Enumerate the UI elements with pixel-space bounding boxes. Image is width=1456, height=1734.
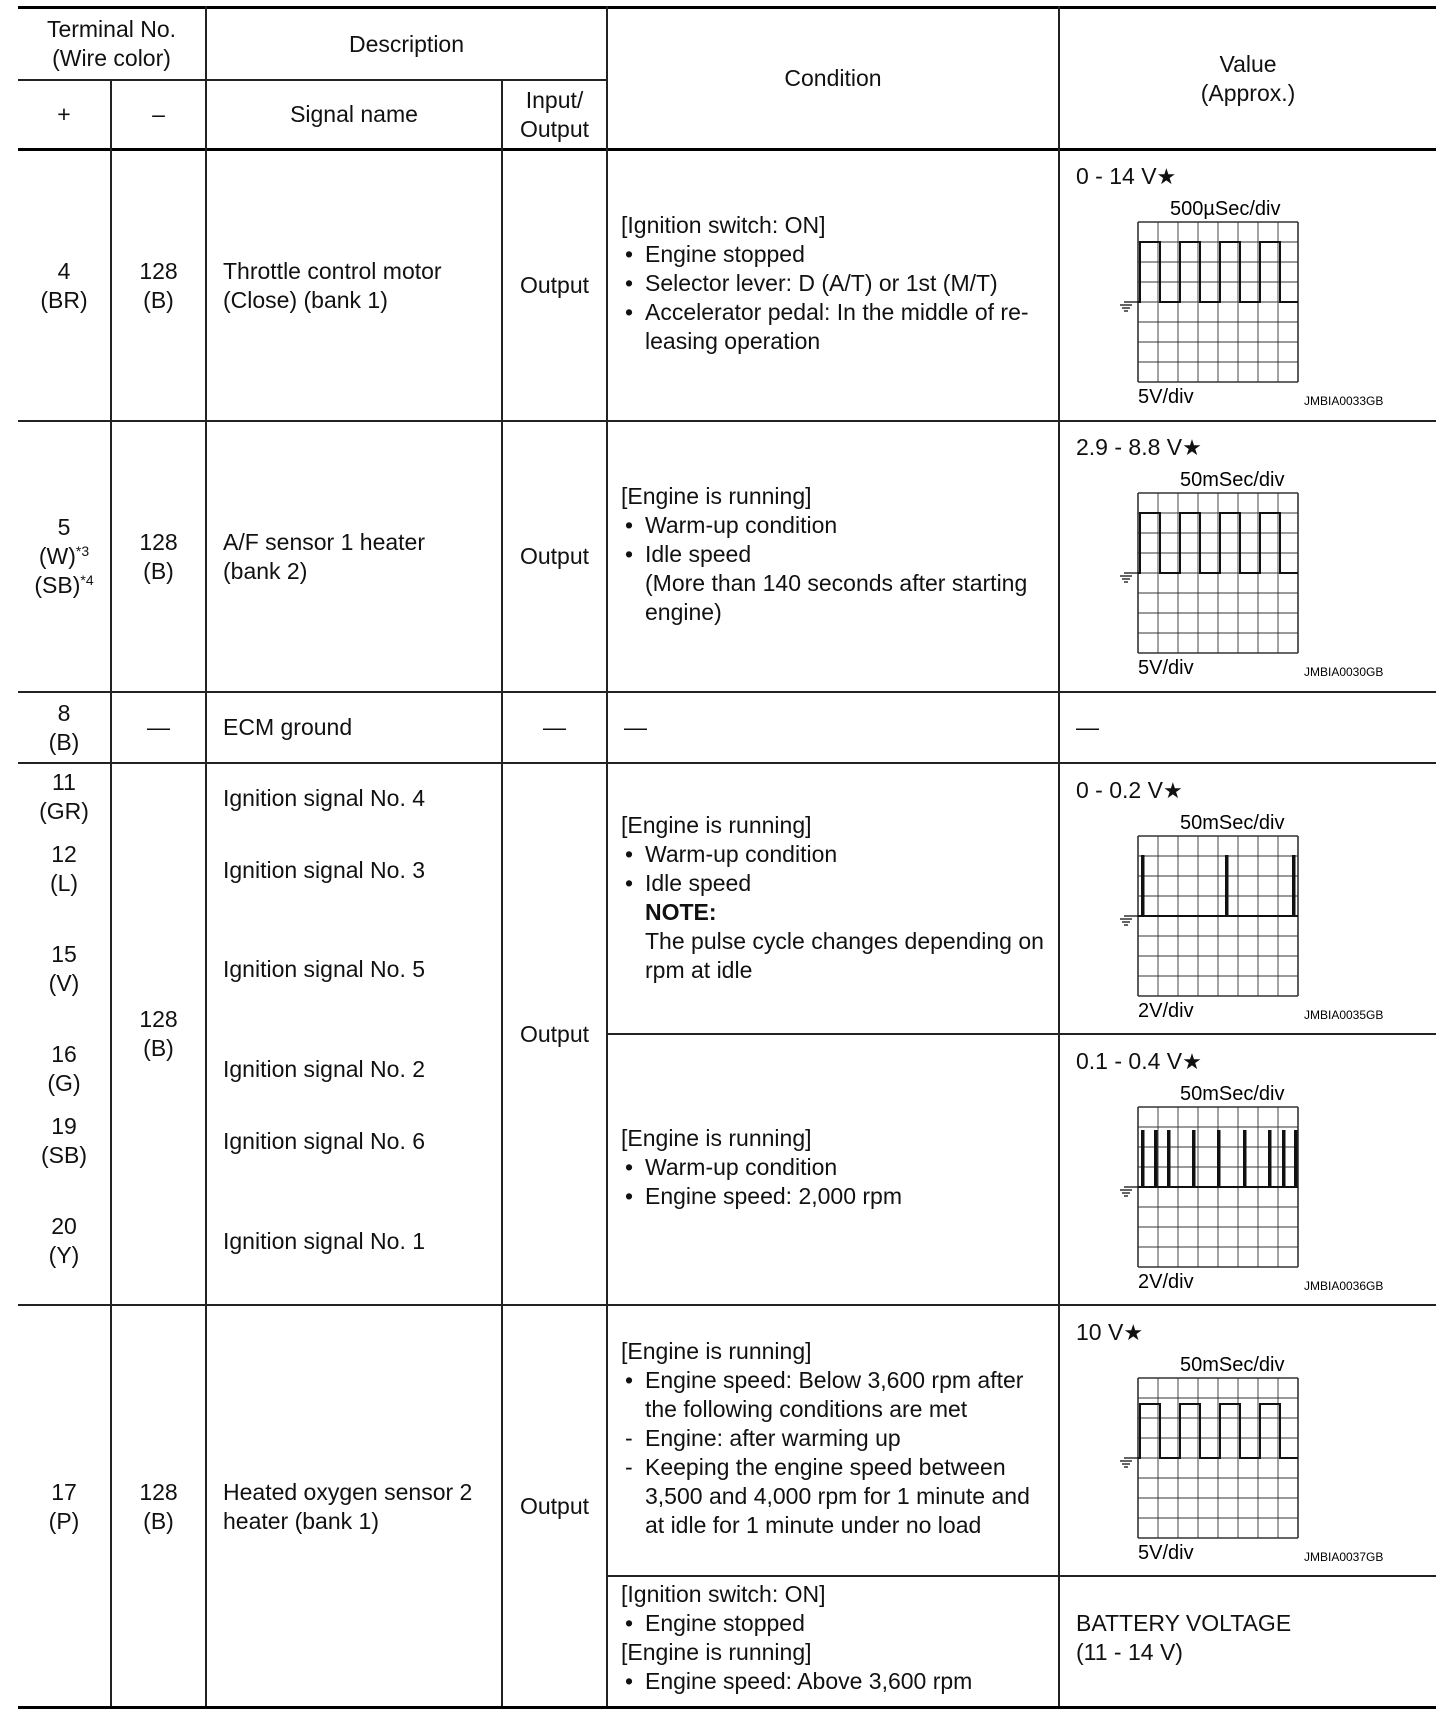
io-value: Output bbox=[519, 272, 590, 298]
scope-volt-div: 5V/div bbox=[1138, 1542, 1194, 1564]
condition-bullet: • Idle speed bbox=[621, 869, 1061, 898]
condition-note-text: The pulse cycle changes depending on bbox=[645, 928, 1044, 954]
condition-bullet: • Engine speed: 2,000 rpm bbox=[621, 1182, 1061, 1211]
terminal-number: 12 bbox=[51, 841, 77, 867]
r1-io bbox=[503, 151, 606, 420]
terminal-number: 128 bbox=[139, 528, 178, 555]
signal-name-text: Ignition signal No. 3 bbox=[223, 856, 426, 883]
header-output-label: Output bbox=[519, 115, 590, 142]
r5-condition-b bbox=[621, 1580, 1061, 1696]
star-icon: ★ bbox=[1182, 435, 1202, 460]
terminal-number: 128 bbox=[139, 257, 178, 284]
r1-minus-terminal bbox=[112, 151, 205, 420]
wire-color-sb: (SB) bbox=[34, 572, 81, 598]
scope-time-div: 500µSec/div bbox=[1170, 198, 1281, 220]
r2-signal-name bbox=[207, 422, 501, 691]
header-terminal-label: Terminal No. bbox=[46, 16, 177, 42]
terminal-number: 128 bbox=[139, 1006, 178, 1032]
value-text: 0.1 - 0.4 V bbox=[1076, 1048, 1183, 1074]
header-condition-label: Condition bbox=[784, 65, 882, 91]
wire-color: (G) bbox=[47, 1070, 81, 1096]
col-rule bbox=[606, 6, 608, 1706]
condition-bullet: • Engine speed: Above 3,600 rpm bbox=[621, 1667, 1061, 1696]
r3-condition bbox=[608, 693, 1058, 762]
wire-color: (P) bbox=[48, 1507, 80, 1534]
io-value: Output bbox=[519, 1493, 590, 1519]
scope-volt-div: 2V/div bbox=[1138, 1000, 1194, 1022]
condition-heading: [Engine is running] bbox=[621, 812, 812, 838]
r1-oscilloscope bbox=[1110, 150, 1410, 420]
signal-name-line: heater (bank 1) bbox=[223, 1507, 379, 1534]
r4-terminal-19 bbox=[18, 1112, 110, 1170]
condition-note-heading: NOTE: bbox=[645, 899, 717, 925]
terminal-number: 128 bbox=[139, 1478, 178, 1505]
scope-time-div: 50mSec/div bbox=[1180, 1083, 1285, 1105]
r3-io bbox=[503, 693, 606, 762]
value-text: 2.9 - 8.8 V bbox=[1076, 434, 1183, 460]
empty-dash: — bbox=[147, 714, 170, 740]
condition-heading: [Ignition switch: ON] bbox=[621, 1581, 826, 1607]
r4-terminal-20 bbox=[18, 1212, 110, 1270]
condition-bullet: • Selector lever: D (A/T) or 1st (M/T) bbox=[621, 269, 1061, 298]
header-approx-label: (Approx.) bbox=[1200, 79, 1296, 106]
empty-dash: — bbox=[624, 714, 647, 740]
wire-color: (L) bbox=[49, 870, 79, 896]
star-icon: ★ bbox=[1162, 778, 1183, 803]
r4-minus-terminal bbox=[112, 764, 205, 1304]
condition-continuation: engine) bbox=[645, 599, 722, 625]
scope-image-code: JMBIA0037GB bbox=[1304, 1550, 1384, 1564]
wire-color-w: (W) bbox=[38, 543, 76, 569]
signal-name-line bbox=[207, 783, 501, 813]
condition-bullet: • Accelerator pedal: In the middle of re- bbox=[621, 298, 1061, 327]
table-bottom-rule bbox=[18, 1706, 1436, 1709]
value-text: BATTERY VOLTAGE bbox=[1076, 1610, 1292, 1636]
header-input-label: Input/ bbox=[525, 86, 584, 113]
signal-name-line: (Close) (bank 1) bbox=[223, 286, 388, 313]
r4-terminal-12 bbox=[18, 840, 110, 898]
signal-name-text: Ignition signal No. 5 bbox=[223, 955, 426, 982]
r2-condition bbox=[621, 482, 1061, 627]
ground-icon bbox=[1120, 573, 1138, 582]
empty-dash: — bbox=[1076, 714, 1099, 740]
header-value bbox=[1060, 9, 1436, 148]
condition-heading: [Engine is running] bbox=[621, 1338, 812, 1364]
header-description-label: Description bbox=[348, 30, 465, 57]
r4-io bbox=[503, 764, 606, 1304]
scope-waveform bbox=[1138, 1131, 1298, 1187]
condition-continuation: leasing operation bbox=[645, 328, 821, 354]
scope-time-div: 50mSec/div bbox=[1180, 469, 1285, 491]
condition-heading: [Ignition switch: ON] bbox=[621, 212, 826, 238]
header-minus-label: – bbox=[152, 101, 165, 127]
r2-oscilloscope bbox=[1110, 421, 1410, 691]
r1-plus-terminal bbox=[18, 151, 110, 420]
condition-heading: [Engine is running] bbox=[621, 1125, 812, 1151]
header-value-label: Value bbox=[1219, 50, 1277, 77]
wire-color: (V) bbox=[48, 970, 80, 996]
r3-value bbox=[1060, 693, 1436, 762]
value-text: 0 - 0.2 V bbox=[1076, 777, 1163, 803]
r5-minus-terminal bbox=[112, 1307, 205, 1706]
r2-plus-terminal bbox=[18, 422, 110, 691]
terminal-number: 4 bbox=[57, 257, 71, 284]
ground-icon bbox=[1120, 1187, 1138, 1196]
signal-name-line bbox=[207, 954, 501, 984]
signal-name-text: Ignition signal No. 1 bbox=[223, 1227, 426, 1254]
terminal-number: 19 bbox=[51, 1113, 77, 1139]
header-io bbox=[503, 81, 606, 148]
empty-dash: — bbox=[543, 714, 566, 740]
signal-name-line: Heated oxygen sensor 2 bbox=[223, 1478, 473, 1505]
header-condition bbox=[608, 9, 1058, 148]
footnote-ref: *3 bbox=[75, 543, 90, 559]
condition-continuation: 3,500 and 4,000 rpm for 1 minute and bbox=[645, 1483, 1030, 1509]
ground-icon bbox=[1120, 916, 1138, 925]
r5-value-b bbox=[1076, 1609, 1291, 1667]
condition-note-text: rpm at idle bbox=[645, 957, 753, 983]
io-value: Output bbox=[519, 543, 590, 569]
scope-image-code: JMBIA0035GB bbox=[1304, 1008, 1384, 1022]
condition-heading: [Engine is running] bbox=[621, 483, 812, 509]
scope-image-code: JMBIA0033GB bbox=[1304, 394, 1384, 408]
condition-bullet: • Engine stopped bbox=[621, 1609, 1061, 1638]
condition-continuation: (More than 140 seconds after starting bbox=[645, 570, 1028, 596]
wire-color: (B) bbox=[48, 728, 80, 755]
r3-minus-terminal bbox=[112, 693, 205, 762]
header-wire-color-label: (Wire color) bbox=[52, 45, 171, 71]
scope-volt-div: 5V/div bbox=[1138, 657, 1194, 679]
header-plus bbox=[18, 81, 110, 148]
condition-bullet: • Idle speed bbox=[621, 540, 1061, 569]
wire-color: (SB) bbox=[41, 1142, 87, 1168]
r5-plus-terminal bbox=[18, 1307, 110, 1706]
value-text: 0 - 14 V bbox=[1076, 163, 1157, 189]
value-text: 10 V bbox=[1076, 1319, 1124, 1345]
r5-io bbox=[503, 1307, 606, 1706]
wire-color: (B) bbox=[143, 1507, 174, 1534]
condition-dash: - Keeping the engine speed between bbox=[621, 1453, 1061, 1482]
r5-condition-a bbox=[621, 1337, 1061, 1540]
wire-color: (B) bbox=[143, 286, 174, 313]
scope-image-code: JMBIA0036GB bbox=[1304, 1279, 1384, 1293]
signal-name-line: (bank 2) bbox=[223, 557, 308, 584]
r1-condition bbox=[621, 211, 1061, 356]
signal-name-line: Throttle control motor bbox=[223, 257, 442, 284]
condition-bullet: • Engine speed: Below 3,600 rpm after bbox=[621, 1366, 1061, 1395]
signal-name-line bbox=[207, 1126, 501, 1156]
star-icon: ★ bbox=[1123, 1320, 1144, 1345]
condition-continuation: the following conditions are met bbox=[645, 1396, 968, 1422]
wire-color: (Y) bbox=[48, 1242, 80, 1268]
wire-color: (B) bbox=[143, 557, 174, 584]
value-text: (11 - 14 V) bbox=[1076, 1639, 1183, 1665]
r5-oscilloscope-a bbox=[1110, 1306, 1410, 1576]
footnote-ref: *4 bbox=[80, 572, 94, 588]
terminal-number: 8 bbox=[57, 699, 71, 726]
r3-plus-terminal bbox=[18, 693, 110, 762]
io-value: Output bbox=[519, 1020, 590, 1047]
signal-name-text: Ignition signal No. 6 bbox=[223, 1127, 426, 1154]
signal-name-line: A/F sensor 1 heater bbox=[223, 528, 425, 555]
r4-oscilloscope-b bbox=[1110, 1035, 1410, 1305]
ground-icon bbox=[1120, 302, 1138, 311]
r4-terminal-11 bbox=[18, 768, 110, 826]
terminal-number: 15 bbox=[51, 941, 77, 967]
header-terminal-no bbox=[18, 9, 205, 79]
terminal-number: 11 bbox=[52, 769, 76, 795]
signal-name-line: ECM ground bbox=[223, 714, 353, 740]
wire-color bbox=[34, 571, 93, 600]
scope-volt-div: 2V/div bbox=[1138, 1271, 1194, 1293]
wire-color bbox=[39, 542, 89, 571]
r4-oscilloscope-a bbox=[1110, 764, 1410, 1034]
signal-name-line bbox=[207, 855, 501, 885]
header-description bbox=[207, 9, 606, 79]
terminal-number: 17 bbox=[51, 1478, 77, 1505]
r2-io bbox=[503, 422, 606, 691]
r1-signal-name bbox=[207, 151, 501, 420]
r2-minus-terminal bbox=[112, 422, 205, 691]
r4-condition-a bbox=[621, 811, 1061, 985]
condition-heading: [Engine is running] bbox=[621, 1639, 812, 1665]
signal-name-line bbox=[207, 1226, 501, 1256]
condition-dash: - Engine: after warming up bbox=[621, 1424, 1061, 1453]
scope-time-div: 50mSec/div bbox=[1180, 1354, 1285, 1376]
scope-image-code: JMBIA0030GB bbox=[1304, 665, 1384, 679]
signal-name-text: Ignition signal No. 2 bbox=[223, 1055, 426, 1082]
signal-name-line bbox=[207, 1054, 501, 1084]
r3-signal-name bbox=[207, 693, 501, 762]
star-icon: ★ bbox=[1182, 1049, 1202, 1074]
star-icon: ★ bbox=[1156, 164, 1177, 189]
r4-terminal-16 bbox=[18, 1040, 110, 1098]
signal-name-text: Ignition signal No. 4 bbox=[223, 784, 426, 811]
wire-color: (GR) bbox=[39, 798, 89, 824]
r5-signal-name bbox=[207, 1307, 501, 1706]
condition-bullet: • Warm-up condition bbox=[621, 511, 1061, 540]
wire-color: (B) bbox=[143, 1035, 174, 1061]
header-signal-name-label: Signal name bbox=[290, 101, 418, 127]
terminal-number: 20 bbox=[51, 1213, 77, 1239]
header-plus-label: + bbox=[57, 101, 71, 127]
scope-time-div: 50mSec/div bbox=[1180, 812, 1285, 834]
ground-icon bbox=[1120, 1458, 1138, 1467]
condition-bullet: • Warm-up condition bbox=[621, 840, 1061, 869]
r4-terminal-15 bbox=[18, 940, 110, 998]
header-signal-name bbox=[207, 81, 501, 148]
condition-bullet: • Engine stopped bbox=[621, 240, 1061, 269]
terminal-number: 16 bbox=[51, 1041, 77, 1067]
condition-bullet: • Warm-up condition bbox=[621, 1153, 1061, 1182]
terminal-number: 5 bbox=[57, 514, 71, 540]
header-minus bbox=[112, 81, 205, 148]
condition-continuation: at idle for 1 minute under no load bbox=[645, 1512, 982, 1538]
r4-condition-b bbox=[621, 1124, 1061, 1211]
scope-volt-div: 5V/div bbox=[1138, 386, 1194, 408]
wire-color: (BR) bbox=[40, 286, 88, 313]
